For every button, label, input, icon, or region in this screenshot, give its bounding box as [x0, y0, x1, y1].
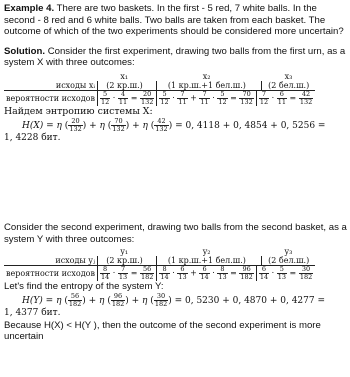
outcome-cell: (2 кр.ш.) — [97, 256, 151, 266]
outcome-cell: (2 бел.ш.) — [262, 81, 316, 91]
probabilities-label: вероятности исходов — [4, 90, 97, 106]
var-cell: y₂ — [202, 247, 211, 257]
var-cell: x₃ — [284, 71, 293, 81]
outcomes-label: исходы xᵢ — [55, 80, 95, 90]
entropy-x-result: 1, 4228 бит. — [4, 132, 61, 143]
prob-cell: $\frac{5}{12}$ · $\frac{4}{11}$ = $\frac{20}{132}$ — [97, 90, 156, 106]
outcomes-label: исходы yⱼ — [55, 256, 95, 266]
outcome-cell: (1 кр.ш.+1 бел.ш.) — [157, 256, 256, 266]
prob-cell: $\frac{8}{14}$ · $\frac{6}{13}$ + $\frac{6}{14}$ · $\frac{8}{13}$ = $\frac{96}{182}$ — [157, 266, 256, 282]
entropy-y-result: 1, 4377 бит. — [4, 307, 61, 318]
solution-heading: Solution. — [4, 45, 46, 57]
example-text: There are two baskets. In the first - 5 red, 7 white balls. In the second - 8 red and 6 white balls. Two balls are taken from each basket. The outcome of which of the two experiments should be considered more uncertain? — [4, 3, 344, 38]
outcome-cell: (1 кр.ш.+1 бел.ш.) — [157, 81, 256, 91]
document-page — [4, 3, 348, 343]
entropy-y-formula: H(Y) = η ( $\frac{56}{182}$ ) + η ( $\frac{96}{182}$ ) + η ( $\frac{30}{182}$ ) = 0, 5230 + 0, 4870 + 0, 4277 = — [22, 291, 325, 308]
blank-gap — [4, 144, 348, 222]
solution-text: Consider the first experiment, drawing two balls from the first urn, as a system X with three outcomes: — [4, 45, 346, 69]
example-paragraph — [4, 3, 348, 38]
outcome-cell: (2 кр.ш.) — [97, 81, 151, 91]
entropy-x-intro: Найдем энтропию системы X: — [4, 105, 153, 117]
example-heading: Example 4. — [4, 3, 55, 14]
conclusion-paragraph: Because H(X) < H(Y ), then the outcome of the second experiment is more uncertain — [4, 319, 321, 343]
probabilities-label: вероятности исходов — [4, 266, 97, 282]
outcomes-table-y — [4, 247, 315, 281]
var-cell: x₂ — [202, 71, 211, 81]
prob-cell: $\frac{6}{14}$ · $\frac{5}{13}$ = $\frac{30}{182}$ — [256, 266, 315, 282]
entropy-x-formula: H(X) = η ( $\frac{20}{132}$ ) + η ( $\frac{70}{132}$ ) + η ( $\frac{42}{132}$ ) = 0, 4118 + 0, 4854 + 0, 5256 = — [22, 116, 326, 133]
second-experiment-paragraph: Consider the second experiment, drawing two balls from the second basket, as a system Y with three outcomes: — [4, 222, 347, 245]
entropy-y-intro: Let's find the entropy of the system Y: — [4, 281, 164, 293]
prob-cell: $\frac{8}{14}$ · $\frac{7}{13}$ = $\frac{56}{182}$ — [97, 266, 156, 282]
prob-cell: $\frac{5}{12}$ · $\frac{7}{11}$ + $\frac{7}{11}$ · $\frac{5}{12}$ = $\frac{70}{132}$ — [157, 90, 256, 106]
var-cell: y₁ — [120, 247, 129, 257]
outcome-cell: (2 бел.ш.) — [262, 256, 316, 266]
outcomes-table-x — [4, 72, 315, 106]
solution-paragraph — [4, 46, 348, 69]
var-cell: x₁ — [120, 71, 129, 81]
var-cell: y₃ — [284, 247, 293, 257]
prob-cell: $\frac{7}{12}$ · $\frac{6}{11}$ = $\frac{42}{132}$ — [256, 90, 315, 106]
